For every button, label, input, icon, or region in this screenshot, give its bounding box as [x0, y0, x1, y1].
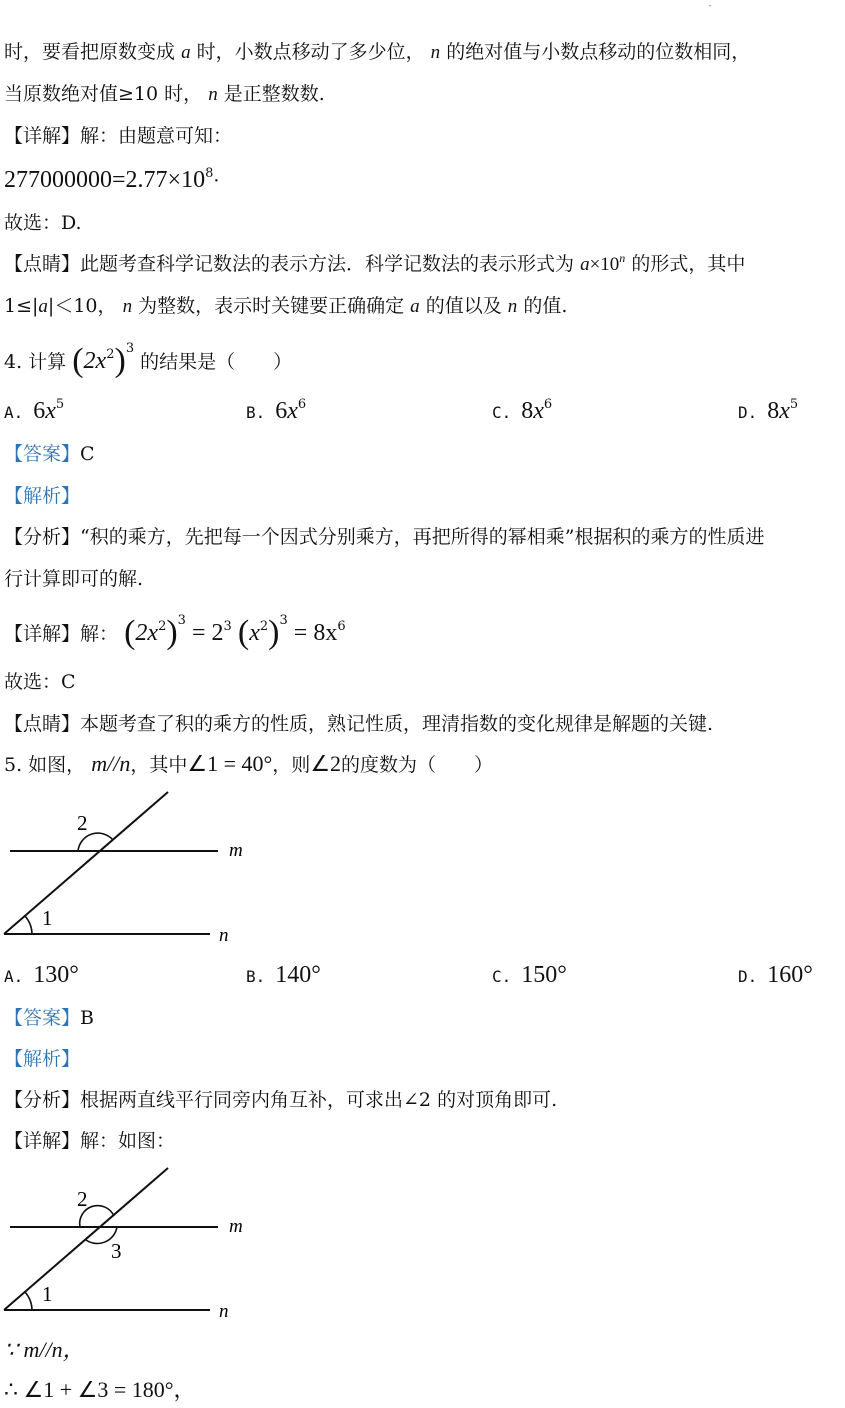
q5-analysis-tag: 【解析】 [4, 1048, 81, 1070]
text: 的度数为（ ） [341, 754, 494, 776]
exponent: 5 [55, 397, 65, 412]
detail-tag: 【详解】 [4, 623, 81, 645]
label-m: m [229, 1216, 243, 1237]
analysis-head: 【分析】 [4, 526, 81, 548]
q4-analysis-1 [4, 525, 764, 549]
q5-stem [4, 752, 493, 777]
text: 时，小数点移动了多少位， [196, 41, 425, 63]
paren: ( [237, 614, 250, 651]
exponent: 6 [297, 397, 307, 412]
times-ten: ×10 [589, 254, 620, 275]
exponent: 6 [337, 619, 346, 634]
answer-tag: 【答案】 [4, 443, 81, 465]
label-n: n [219, 1301, 229, 1320]
q4-answer [4, 442, 95, 466]
var: x [287, 398, 298, 424]
var: x [533, 398, 544, 424]
coef: 8 [521, 398, 534, 424]
text: 解：如图： [80, 1130, 176, 1152]
equals: = 2 [192, 620, 224, 646]
q5-option-a[interactable] [4, 962, 79, 990]
equals: = 8x [293, 620, 338, 646]
text: 根据两直线平行同旁内角互补，可求出∠2 的对顶角即可. [80, 1089, 558, 1111]
label-angle-1: 1 [42, 1282, 53, 1306]
q4-analysis-tag: 【解析】 [4, 485, 81, 507]
text: 是正整数数. [223, 83, 325, 105]
exponent: 2 [259, 619, 269, 634]
text: 解： [80, 623, 119, 645]
var-n: n [430, 42, 441, 63]
step-text: ∵ m//n， [4, 1337, 85, 1362]
q4-stem [4, 338, 292, 385]
answer-value: B [80, 1007, 94, 1029]
answer-value: C [80, 443, 95, 465]
q5-analysis [4, 1088, 557, 1112]
q4-option-d[interactable] [738, 398, 798, 428]
exponent: 3 [125, 341, 135, 356]
text: · [213, 170, 220, 192]
text: 的绝对值与小数点移动的位数相同， [446, 41, 751, 63]
text: 当原数绝对值≥10 时， [4, 83, 203, 105]
expr: x [249, 620, 260, 646]
q4-option-a[interactable] [4, 398, 64, 428]
paren: ( [124, 614, 136, 651]
option-value: 160° [767, 962, 813, 988]
q4-detail [4, 610, 346, 657]
exponent-n: n [619, 251, 626, 265]
answer-tag: 【答案】 [4, 1007, 81, 1029]
parallel-expr: m//n [91, 751, 131, 776]
text: 解：由题意可知： [80, 125, 233, 147]
angle-2-arc [78, 833, 113, 851]
var: x [779, 398, 790, 424]
top-dot: · [708, 0, 712, 13]
q4-option-c[interactable] [492, 398, 552, 428]
text: 的值. [523, 295, 568, 317]
text: 此题考查科学记数法的表示方法．科学记数法的表示形式为 [80, 253, 575, 275]
q5-option-b[interactable] [246, 962, 321, 990]
exponent: 3 [223, 619, 232, 634]
q5-detail [4, 1129, 175, 1153]
coef: 6 [33, 398, 46, 424]
paren: ) [166, 614, 178, 651]
label-angle-3: 3 [111, 1239, 122, 1263]
option-letter: C. [492, 967, 512, 986]
var: x [45, 398, 56, 424]
var-a: a [38, 296, 48, 317]
q4-option-b[interactable] [246, 398, 306, 428]
text: 的结果是（ ） [140, 351, 293, 373]
var-a: a [410, 296, 420, 317]
question-number: 5. 如图， [4, 754, 86, 776]
q4-comment [4, 712, 713, 736]
comment-tag: 【点睛】 [4, 253, 81, 275]
question-number: 4. 计算 [4, 351, 67, 373]
text: 为整数，表示时关键要正确确定 [138, 295, 405, 317]
expr-base: 2x [83, 348, 107, 374]
step-text: ∴ ∠1 + ∠3 = 180°， [4, 1377, 196, 1402]
text: 的形式，其中 [631, 253, 746, 275]
exponent: 6 [543, 397, 553, 412]
option-letter: D. [738, 967, 758, 986]
q5-answer [4, 1006, 94, 1030]
angle-1-arc [25, 1292, 32, 1310]
detail-tag: 【详解】 [4, 125, 81, 147]
text: 的值以及 [425, 295, 502, 317]
q5-figure [0, 785, 260, 945]
label-angle-1: 1 [42, 906, 53, 930]
option-value: 130° [33, 962, 79, 988]
option-value: 150° [521, 962, 567, 988]
paren: ( [72, 342, 84, 379]
exponent: 3 [177, 613, 186, 628]
q4-analysis-2: 行计算即可的解. [4, 568, 144, 590]
detail-tag: 【详解】 [4, 1130, 81, 1152]
option-letter: C. [492, 403, 512, 422]
option-value: 140° [275, 962, 321, 988]
given-angle: ∠1 = 40° [187, 751, 273, 776]
exponent: 2 [106, 347, 115, 362]
prev-formula [4, 168, 219, 196]
q5-option-c[interactable] [492, 962, 567, 990]
label-angle-2: 2 [77, 1187, 88, 1211]
exponent: 5 [789, 397, 799, 412]
exponent: 3 [279, 613, 288, 628]
prev-choice: 故选：D. [4, 212, 82, 234]
exponent: 2 [158, 619, 167, 634]
q5-option-d[interactable] [738, 962, 813, 990]
text: ，则 [272, 754, 311, 776]
var-n: n [208, 84, 218, 105]
prev-comment-1 [4, 252, 745, 278]
option-letter: B. [246, 967, 266, 986]
prev-detail [4, 124, 232, 148]
q5-solution-figure [0, 1160, 260, 1320]
coef: 6 [275, 398, 288, 424]
option-letter: D. [738, 403, 758, 422]
paren: ) [114, 342, 126, 379]
expr: 2x [135, 620, 159, 646]
text: 时，要看把原数变成 [4, 41, 176, 63]
var-n: n [507, 296, 518, 317]
formula: 277000000=2.77×10 [4, 167, 206, 193]
analysis-head: 【分析】 [4, 1089, 81, 1111]
prev-comment-2 [4, 294, 567, 319]
option-letter: A. [4, 967, 24, 986]
text: ，其中 [130, 754, 188, 776]
label-m: m [229, 840, 243, 861]
text: 1≤| [4, 295, 39, 317]
q5-step-1 [4, 1338, 85, 1363]
var-n: n [122, 296, 133, 317]
exponent: 8 [205, 166, 214, 181]
option-letter: A. [4, 403, 24, 422]
target-angle: ∠2 [310, 751, 342, 776]
q4-choice: 故选：C [4, 671, 76, 693]
prev-line-2 [4, 82, 325, 107]
q5-step-2 [4, 1378, 196, 1403]
prev-line-1 [4, 40, 750, 65]
text: |＜10， [47, 295, 117, 317]
text: 本题考查了积的乘方的性质，熟记性质，理清指数的变化规律是解题的关键. [80, 713, 714, 735]
angle-1-arc [25, 916, 32, 934]
label-angle-2: 2 [77, 811, 88, 835]
comment-tag: 【点睛】 [4, 713, 81, 735]
coef: 8 [767, 398, 780, 424]
var-a: a [181, 42, 191, 63]
label-n: n [219, 925, 229, 945]
paren: ) [268, 614, 280, 651]
text: “积的乘方，先把每一个因式分别乘方，再把所得的幂相乘”根据积的乘方的性质进 [80, 526, 765, 548]
var-a: a [580, 254, 590, 275]
option-letter: B. [246, 403, 266, 422]
